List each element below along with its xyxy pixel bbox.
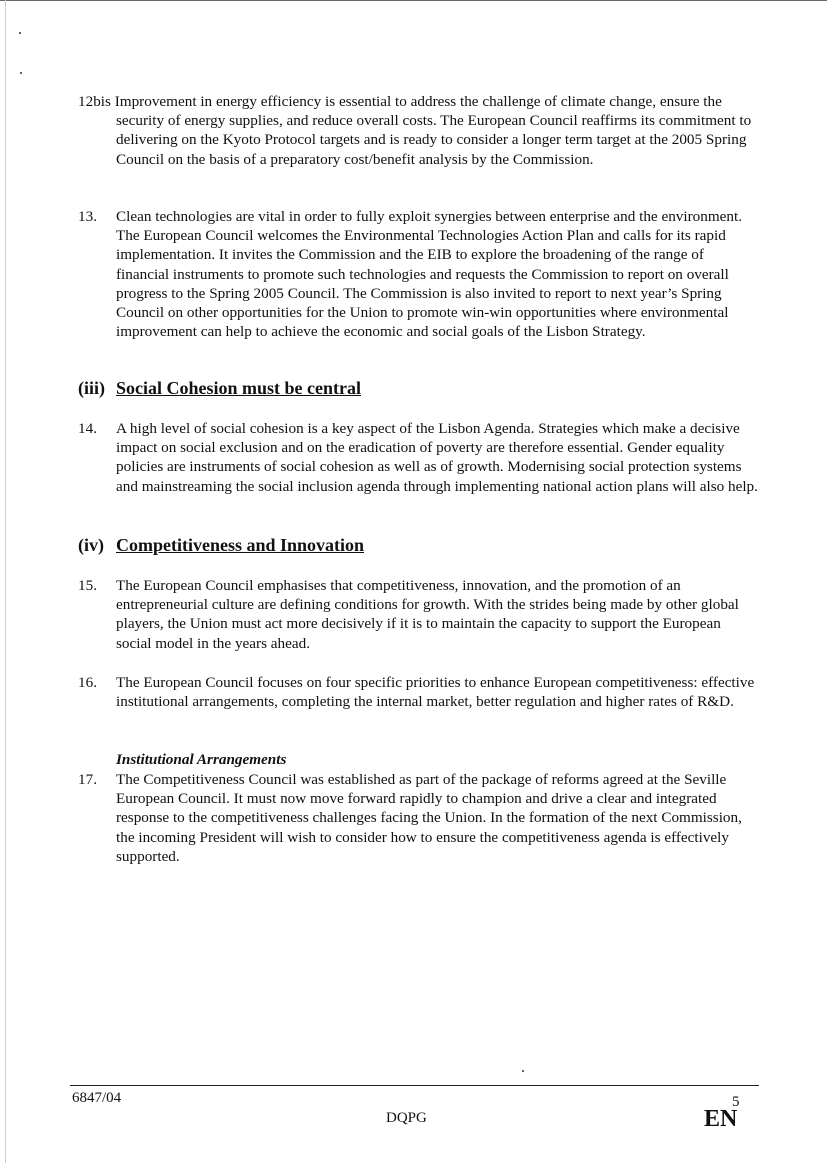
footer-document-reference: 6847/04 <box>72 1090 122 1106</box>
subheading-institutional-arrangements: Institutional Arrangements <box>116 751 287 768</box>
paragraph-number: 15. <box>78 577 97 594</box>
paragraph-number: 16. <box>78 674 97 691</box>
paragraph-text: The Competitiveness Council was established as part of the package of reforms agreed at the Seville European Council. It must now move forward rapidly to champion and drive a clear and integrated response to the competitiveness challenges facing the Union. In the formation of the next Commission, the incoming President will wish to consider how to ensure the competitiveness agenda is effectively supported. <box>116 771 742 865</box>
paragraph-14 <box>78 419 760 496</box>
footer-directorate-code: DQPG <box>386 1110 427 1126</box>
paragraph-text: Clean technologies are vital in order to fully exploit synergies between enterprise and the environment. The European Council welcomes the Environmental Technologies Action Plan and calls for its rapid implementation. It invites the Commission and the EIB to explore the broadening of the range of financial instruments to promote such technologies and requests the Commission to report on overall progress to the Spring 2005 Council. The Commission is also invited to report to next year’s Spring Council on other opportunities for the Union to promote win-win opportunities where environmental improvement can help to achieve the economic and social goals of the Lisbon Strategy. <box>116 208 743 341</box>
paragraph-12bis <box>78 92 760 169</box>
footer-rule <box>70 1085 759 1086</box>
paragraph-16 <box>78 673 760 711</box>
paragraph-text: The European Council focuses on four specific priorities to enhance European competitiveness: effective institutional arrangements, completing the internal market, better regulation and higher rates of R&D. <box>116 674 755 711</box>
paragraph-text: Improvement in energy efficiency is essential to address the challenge of climate change, ensure the security of energy supplies, and reduce overall costs. The European Council reaffirms its commitment to delivering on the Kyoto Protocol targets and is ready to consider a longer term target at the 2005 Spring Council on the basis of a preparatory cost/benefit analysis by the Commission. <box>114 93 752 168</box>
paragraph-number: 17. <box>78 771 97 788</box>
paragraph-text: The European Council emphasises that competitiveness, innovation, and the promotion of an entrepreneurial culture are defining conditions for growth. With the strides being made by other global players, the Union must act more decisively if it is to maintain the capacity to support the European social model in the years ahead. <box>116 577 739 652</box>
section-heading-competitiveness <box>78 534 364 556</box>
paragraph-number: 12bis <box>78 93 111 110</box>
section-number: (iv) <box>78 535 104 555</box>
paragraph-15 <box>78 576 760 653</box>
footer-page-number: 5 <box>732 1094 740 1110</box>
paragraph-13 <box>78 207 760 341</box>
section-number: (iii) <box>78 378 105 398</box>
section-title: Competitiveness and Innovation <box>116 535 365 555</box>
footer-language-code: EN <box>704 1106 738 1132</box>
paragraph-text: A high level of social cohesion is a key aspect of the Lisbon Agenda. Strategies which make a decisive impact on social exclusion and on the eradication of poverty are therefore essential. Gender equality policies are instruments of social cohesion as well as of growth. Modernising social protection systems and mainstreaming the social inclusion agenda through implementing national action plans will also help. <box>116 420 758 495</box>
paragraph-17 <box>78 770 760 866</box>
paragraph-number: 13. <box>78 208 97 225</box>
section-heading-social-cohesion <box>78 377 361 399</box>
paragraph-number: 14. <box>78 420 97 437</box>
section-title: Social Cohesion must be central <box>116 378 361 398</box>
